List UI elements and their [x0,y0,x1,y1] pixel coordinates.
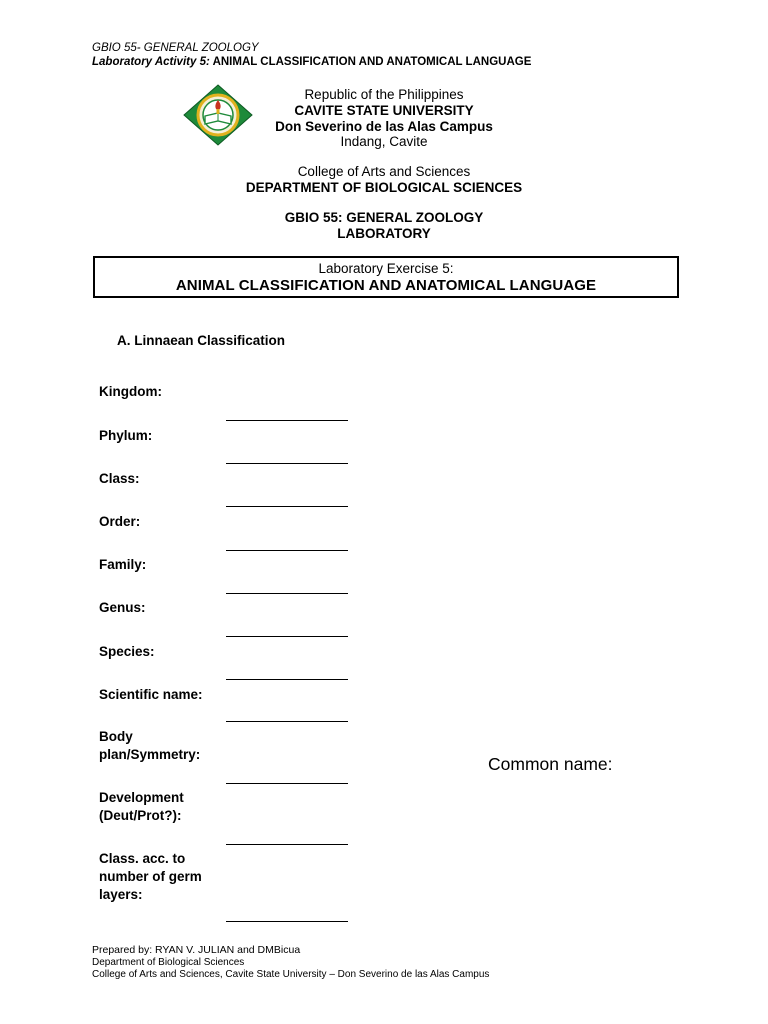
field-line-development[interactable] [226,844,348,845]
field-line-kingdom[interactable] [226,420,348,421]
field-label-germ-layers: Class. acc. to number of germ layers: [99,851,202,902]
field-label-scientific-name: Scientific name: [99,687,203,702]
activity-header [92,56,531,68]
course-line-1: GBIO 55: GENERAL ZOOLOGY [284,210,484,225]
field-line-family[interactable] [226,593,348,594]
activity-title: ANIMAL CLASSIFICATION AND ANATOMICAL LANGUAGE [209,56,532,68]
college-name: College of Arts and Sciences [297,164,471,179]
course-header: GBIO 55- GENERAL ZOOLOGY [92,42,259,54]
footer-prepared-by: Prepared by: RYAN V. JULIAN and DMBicua [92,944,301,956]
field-line-genus[interactable] [226,636,348,637]
field-line-phylum[interactable] [226,463,348,464]
activity-prefix: Laboratory Activity 5: [92,56,210,68]
common-name-label: Common name: [488,754,613,774]
department-name: DEPARTMENT OF BIOLOGICAL SCIENCES [245,180,523,195]
field-line-order[interactable] [226,550,348,551]
field-line-body-plan[interactable] [226,783,348,784]
field-line-species[interactable] [226,679,348,680]
campus-name: Don Severino de las Alas Campus [275,119,493,134]
field-line-germ-layers[interactable] [226,921,348,922]
field-label-kingdom: Kingdom: [99,384,162,399]
field-label-genus: Genus: [99,600,146,615]
field-label-development: Development (Deut/Prot?): [99,790,184,823]
university-name: CAVITE STATE UNIVERSITY [294,103,474,118]
footer-department: Department of Biological Sciences [92,957,245,968]
exercise-title-box [93,256,679,298]
field-label-family: Family: [99,557,147,572]
section-a-heading: A. Linnaean Classification [117,333,286,348]
field-line-scientific-name[interactable] [226,721,348,722]
exercise-title: ANIMAL CLASSIFICATION AND ANATOMICAL LANGUAGE [175,277,597,294]
footer-college: College of Arts and Sciences, Cavite State University – Don Severino de las Alas Campus [92,969,490,980]
republic-line: Republic of the Philippines [304,87,464,102]
field-label-species: Species: [99,644,155,659]
field-label-class: Class: [99,471,140,486]
location-line: Indang, Cavite [340,134,428,149]
field-label-order: Order: [99,514,141,529]
field-line-class[interactable] [226,506,348,507]
field-label-phylum: Phylum: [99,428,153,443]
field-label-body-plan: Body plan/Symmetry: [99,729,201,762]
exercise-number: Laboratory Exercise 5: [318,261,454,276]
course-line-2: LABORATORY [337,226,431,241]
